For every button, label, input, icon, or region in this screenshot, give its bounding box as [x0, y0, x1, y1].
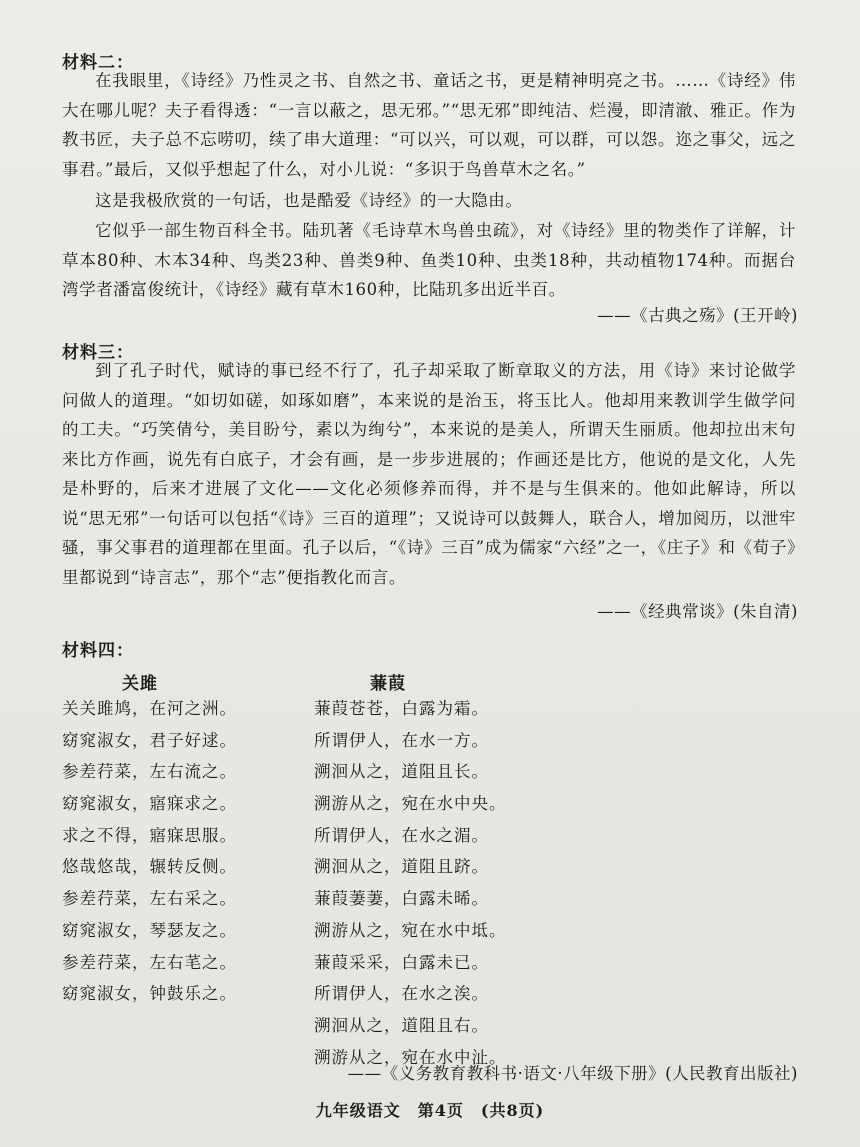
bleed-through-text: [560, 30, 577, 51]
material3-label: 材料三：: [62, 343, 134, 363]
material4-label: 材料四：: [62, 641, 134, 661]
poem-guanju-title: 关雎: [122, 674, 158, 694]
poem-line: 溯游从之，宛在水中沚。: [314, 1047, 507, 1067]
poem-jianjia: [314, 693, 507, 1073]
poem-line: 窈窕淑女，琴瑟友之。: [62, 920, 237, 940]
material2-paragraph-1: 在我眼里，《诗经》乃性灵之书、自然之书、童话之书，更是精神明亮之书。……《诗经》伟大在哪儿呢？夫子看得透：“一言以蔽之，思无邪。”“思无邪”即纯洁、烂漫，即清澈、雅正。作为教书匠，夫子总不忘唠叨，续了串大道理：“可以兴，可以观，可以群，可以怨。迩之事父，远之事君。”最后，又似乎想起了什么，对小儿说：“多识于鸟兽草木之名。”: [62, 71, 796, 179]
page-footer: 九年级语文 第4页 (共8页): [315, 1101, 545, 1120]
material3-paragraph: 到了孔子时代，赋诗的事已经不行了，孔子却采取了断章取义的方法，用《诗》来讨论做学问做人的道理。“如切如磋，如琢如磨”，本来说的是治玉，将玉比人。他却用来教训学生做学问的工夫。“巧笑倩兮，美目盼兮，素以为绚兮”，本来说的是美人，所谓天生丽质。他却拉出末句来比方作画，说先有白底子，才会有画，是一步步进展的；作画还是比方，他说的是文化，人先是朴野的，后来才进展了文化——文化必须修养而得，并不是与生俱来的。他如此解诗，所以说“思无邪”一句话可以包括“《诗》三百的道理”；又说诗可以鼓舞人，联合人，增加阅历，以泄牢骚，事父事君的道理都在里面。孔子以后，“《诗》三百”成为儒家“六经”之一，《庄子》和《荀子》里都说到“诗言志”，那个“志”便指教化而言。: [62, 361, 796, 587]
poem-line: 所谓伊人，在水之湄。: [314, 825, 489, 845]
poem-line: 窈窕淑女，钟鼓乐之。: [62, 984, 237, 1004]
poem-line: 悠哉悠哉，辗转反侧。: [62, 857, 237, 877]
poem-line: 所谓伊人，在水之涘。: [314, 984, 489, 1004]
poem-line: 窈窕淑女，君子好逑。: [62, 730, 237, 750]
poem-line: 参差荇菜，左右流之。: [62, 762, 237, 782]
poem-line: 溯游从之，宛在水中坻。: [314, 920, 507, 940]
poem-line: 溯洄从之，道阻且右。: [314, 1015, 489, 1035]
material2-source: ——《古典之殇》(王开岭): [597, 306, 798, 325]
poem-jianjia-title: 蒹葭: [370, 674, 406, 694]
poem-line: 溯游从之，宛在水中央。: [314, 794, 507, 814]
material4-source: ——《义务教育教科书·语文·八年级下册》(人民教育出版社): [347, 1064, 798, 1083]
material2-label: 材料二：: [62, 53, 134, 73]
poem-line: 所谓伊人，在水一方。: [314, 730, 489, 750]
poem-line: 参差荇菜，左右芼之。: [62, 952, 237, 972]
poem-guanju: [62, 693, 237, 1010]
poem-line: 蒹葭采采，白露未已。: [314, 952, 489, 972]
poem-line: 求之不得，寤寐思服。: [62, 825, 237, 845]
material2-paragraph-2: 这是我极欣赏的一句话，也是酷爱《诗经》的一大隐由。: [95, 191, 523, 210]
poem-line: 关关雎鸠，在河之洲。: [62, 699, 237, 718]
poem-line: 窈窕淑女，寤寐求之。: [62, 794, 237, 814]
material3-source: ——《经典常谈》(朱自清): [597, 602, 798, 621]
poem-line: 溯洄从之，道阻且跻。: [314, 857, 489, 877]
poem-line: 蒹葭萋萋，白露未晞。: [314, 889, 489, 909]
poem-line: 参差荇菜，左右采之。: [62, 889, 237, 909]
poem-line: 蒹葭苍苍，白露为霜。: [314, 699, 489, 718]
poem-line: 溯洄从之，道阻且长。: [314, 762, 489, 782]
material2-paragraph-3: 它似乎一部生物百科全书。陆玑著《毛诗草木鸟兽虫疏》，对《诗经》里的物类作了详解，计草本80种、木本34种、鸟类23种、兽类9种、鱼类10种、虫类18种，共动植物174种。而据台湾学者潘富俊统计，《诗经》藏有草木160种，比陆玑多出近半百。: [62, 221, 796, 299]
